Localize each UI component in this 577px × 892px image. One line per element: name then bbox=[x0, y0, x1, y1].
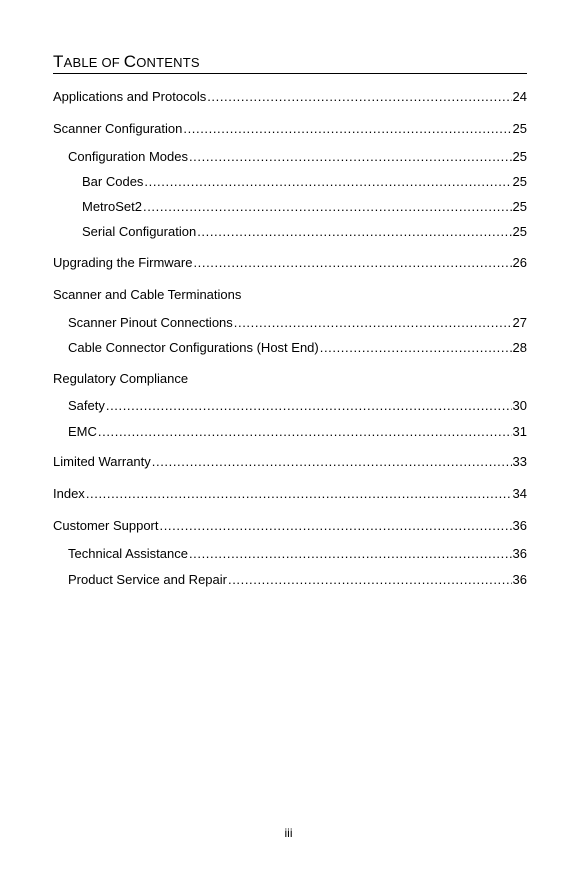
toc-entry[interactable] bbox=[68, 149, 527, 165]
toc-section-heading[interactable] bbox=[53, 287, 527, 303]
toc-entry-page: 25 bbox=[512, 174, 527, 189]
toc-entry[interactable] bbox=[53, 255, 527, 271]
toc-entry-page: 25 bbox=[512, 224, 527, 239]
toc-entry-page: 34 bbox=[512, 486, 527, 501]
toc-entry-label: Configuration Modes bbox=[68, 149, 188, 164]
toc-entry-page: 25 bbox=[512, 199, 527, 214]
dot-leader bbox=[160, 518, 512, 534]
dot-leader bbox=[106, 398, 512, 414]
toc-entry-label: Upgrading the Firmware bbox=[53, 255, 193, 270]
toc-entry-label: Customer Support bbox=[53, 518, 159, 533]
toc-entry-page: 36 bbox=[512, 518, 527, 533]
toc-entry-label: Bar Codes bbox=[82, 174, 144, 189]
dot-leader bbox=[183, 121, 511, 137]
dot-leader bbox=[98, 424, 512, 440]
toc-entry[interactable] bbox=[82, 174, 527, 190]
dot-leader bbox=[193, 255, 511, 271]
toc-entry-label: Applications and Protocols bbox=[53, 89, 207, 104]
toc-entry-page: 31 bbox=[512, 424, 527, 439]
toc-entry[interactable] bbox=[53, 454, 527, 470]
heading-rest-2: ONTENTS bbox=[136, 55, 200, 70]
dot-leader bbox=[143, 199, 512, 215]
toc-entry-label: Scanner and Cable Terminations bbox=[53, 287, 242, 302]
toc-entry-label: MetroSet2 bbox=[82, 199, 142, 214]
toc-section-heading[interactable] bbox=[53, 371, 527, 387]
toc-entry-page: 26 bbox=[512, 255, 527, 270]
dot-leader bbox=[228, 572, 512, 588]
toc-entry[interactable] bbox=[53, 518, 527, 534]
toc-entry[interactable] bbox=[68, 340, 527, 356]
toc-entry[interactable] bbox=[53, 121, 527, 137]
toc-entry[interactable] bbox=[68, 572, 527, 588]
dot-leader bbox=[189, 546, 512, 562]
toc-entry-label: Index bbox=[53, 486, 85, 501]
toc-entry-page: 36 bbox=[512, 546, 527, 561]
toc-entry-page: 24 bbox=[512, 89, 527, 104]
dot-leader bbox=[207, 89, 511, 105]
toc-entry-page: 25 bbox=[512, 121, 527, 136]
toc-entry-label: Serial Configuration bbox=[82, 224, 197, 239]
toc-entry-label: Safety bbox=[68, 398, 105, 413]
toc-entry-label: Technical Assistance bbox=[68, 546, 188, 561]
toc-entry-page: 30 bbox=[512, 398, 527, 413]
dot-leader bbox=[144, 174, 511, 190]
page-number: iii bbox=[284, 826, 293, 840]
toc-entry[interactable] bbox=[68, 398, 527, 414]
toc-entry-label: Regulatory Compliance bbox=[53, 371, 189, 386]
toc-entry-page: 28 bbox=[512, 340, 527, 355]
dot-leader bbox=[86, 486, 512, 502]
dot-leader bbox=[320, 340, 512, 356]
toc-entry-label: Scanner Configuration bbox=[53, 121, 183, 136]
table-of-contents-heading bbox=[53, 52, 527, 74]
toc-entry-page: 33 bbox=[512, 454, 527, 469]
toc-entry[interactable] bbox=[68, 424, 527, 440]
toc-entry-page: 25 bbox=[512, 149, 527, 164]
toc-entry[interactable] bbox=[82, 199, 527, 215]
toc-entry-page: 36 bbox=[512, 572, 527, 587]
toc-entry-page: 27 bbox=[512, 315, 527, 330]
toc-entry-label: EMC bbox=[68, 424, 97, 439]
dot-leader bbox=[189, 149, 512, 165]
toc-entry[interactable] bbox=[82, 224, 527, 240]
toc-entry-label: Scanner Pinout Connections bbox=[68, 315, 233, 330]
heading-rest-1: ABLE OF bbox=[63, 55, 124, 70]
toc-entry[interactable] bbox=[68, 315, 527, 331]
heading-initial-c: C bbox=[123, 52, 137, 71]
dot-leader bbox=[234, 315, 512, 331]
toc-entry[interactable] bbox=[53, 486, 527, 502]
toc-entry[interactable] bbox=[68, 546, 527, 562]
toc-entry-label: Cable Connector Configurations (Host End) bbox=[68, 340, 319, 355]
toc-entry-label: Limited Warranty bbox=[53, 454, 151, 469]
dot-leader bbox=[152, 454, 512, 470]
toc-entry-label: Product Service and Repair bbox=[68, 572, 227, 587]
heading-initial-t: T bbox=[53, 52, 64, 71]
toc-entry[interactable] bbox=[53, 89, 527, 105]
dot-leader bbox=[197, 224, 511, 240]
